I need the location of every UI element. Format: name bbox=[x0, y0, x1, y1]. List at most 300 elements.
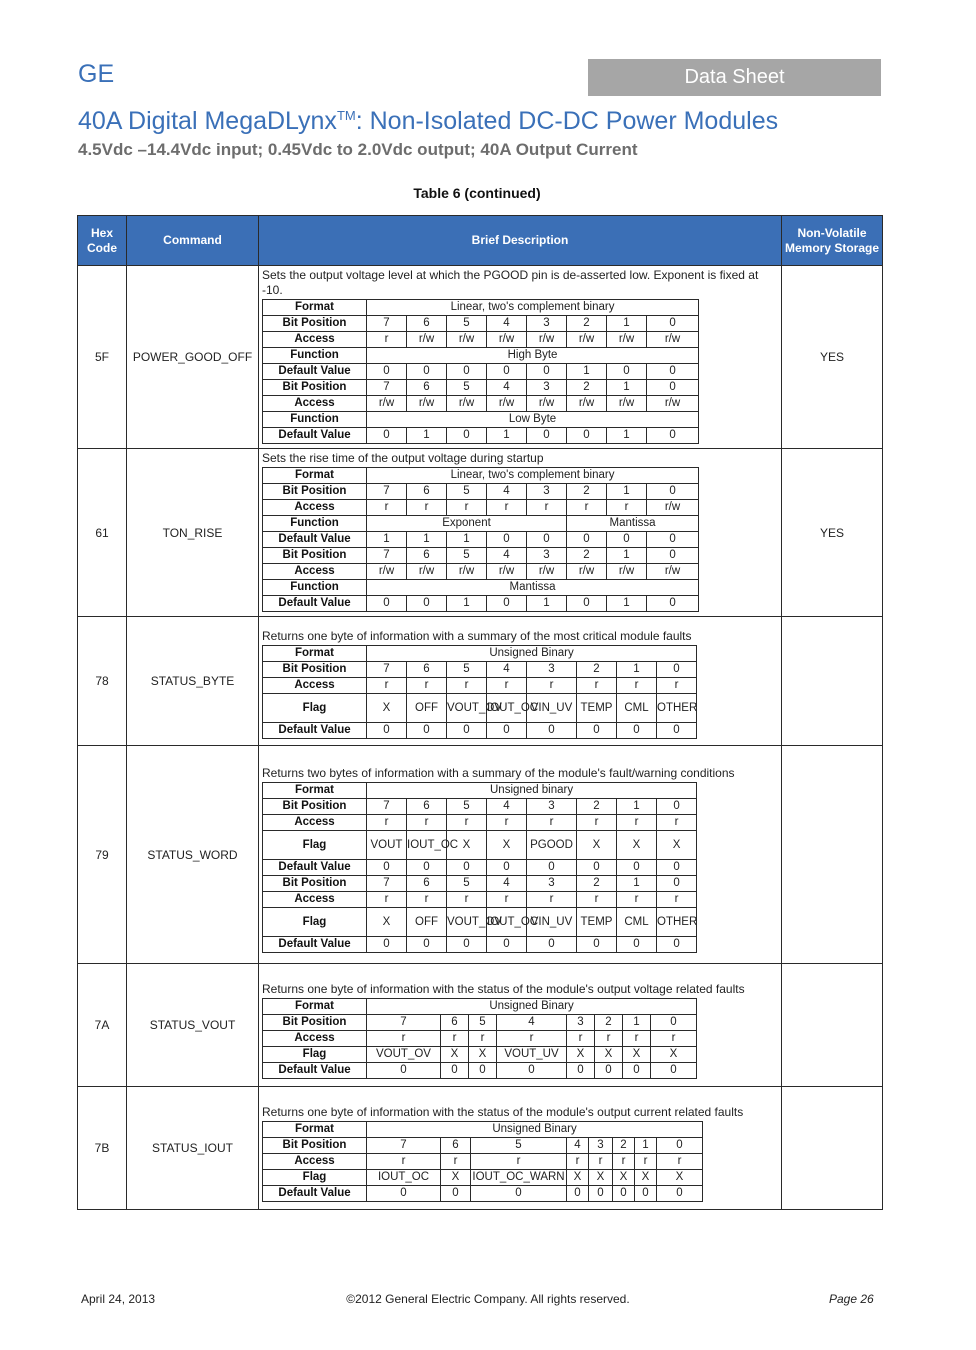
register-bit-cell: 4 bbox=[487, 876, 527, 892]
register-bit-cell: 0 bbox=[407, 937, 447, 953]
register-bit-cell: Unsigned Binary bbox=[367, 998, 697, 1014]
register-bit-cell: 0 bbox=[589, 1185, 613, 1201]
register-bit-cell: High Byte bbox=[367, 348, 699, 364]
register-field-label: Default Value bbox=[263, 364, 367, 380]
register-row bbox=[263, 1121, 703, 1137]
register-row bbox=[263, 1153, 703, 1169]
register-bit-cell: 0 bbox=[407, 860, 447, 876]
register-bit-cell: X bbox=[441, 1046, 469, 1062]
register-bit-cell: X bbox=[447, 831, 487, 860]
register-bit-cell: 0 bbox=[657, 1137, 703, 1153]
description-text: Sets the rise time of the output voltage during startup bbox=[262, 451, 544, 465]
register-bit-cell: 7 bbox=[367, 799, 407, 815]
register-bit-table bbox=[262, 299, 699, 444]
register-bit-cell: X bbox=[577, 831, 617, 860]
register-field-label: Function bbox=[263, 580, 367, 596]
register-field-label: Flag bbox=[263, 1046, 367, 1062]
register-bit-table bbox=[262, 645, 697, 739]
register-bit-cell: 1 bbox=[447, 532, 487, 548]
register-bit-cell: 0 bbox=[647, 484, 699, 500]
register-field-label: Format bbox=[263, 783, 367, 799]
register-bit-cell: r bbox=[441, 1153, 471, 1169]
register-bit-cell: r bbox=[367, 892, 407, 908]
register-bit-cell: 7 bbox=[367, 380, 407, 396]
non-volatile-cell bbox=[782, 964, 883, 1087]
register-bit-cell: 1 bbox=[607, 548, 647, 564]
register-bit-cell: 0 bbox=[623, 1062, 651, 1078]
register-bit-cell: 0 bbox=[487, 532, 527, 548]
description-cell bbox=[259, 1087, 782, 1210]
description-text: Returns one byte of information with a summary of the most critical module faults bbox=[262, 629, 692, 643]
non-volatile-cell bbox=[782, 617, 883, 746]
register-bit-cell: X bbox=[623, 1046, 651, 1062]
register-field-label: Default Value bbox=[263, 937, 367, 953]
register-field-label: Bit Position bbox=[263, 1137, 367, 1153]
register-bit-cell: r bbox=[447, 500, 487, 516]
register-field-label: Function bbox=[263, 348, 367, 364]
register-row bbox=[263, 484, 699, 500]
register-bit-cell: r/w bbox=[527, 396, 567, 412]
register-bit-cell: IOUT_OC bbox=[407, 831, 447, 860]
register-bit-cell: X bbox=[441, 1169, 471, 1185]
description-cell bbox=[259, 964, 782, 1087]
register-row bbox=[263, 596, 699, 612]
register-bit-cell: 3 bbox=[527, 548, 567, 564]
register-bit-cell: 0 bbox=[617, 860, 657, 876]
register-field-label: Bit Position bbox=[263, 548, 367, 564]
register-bit-cell: r/w bbox=[647, 564, 699, 580]
register-bit-cell: 0 bbox=[487, 860, 527, 876]
register-bit-cell: VIN_UV bbox=[527, 694, 577, 723]
register-bit-cell: r/w bbox=[527, 564, 567, 580]
register-row bbox=[263, 300, 699, 316]
non-volatile-cell: YES bbox=[782, 266, 883, 449]
register-bit-cell: 0 bbox=[527, 428, 567, 444]
footer-date: April 24, 2013 bbox=[81, 1292, 156, 1306]
register-bit-cell: 2 bbox=[577, 876, 617, 892]
register-bit-cell: OTHER bbox=[657, 694, 697, 723]
register-bit-cell: X bbox=[651, 1046, 697, 1062]
register-row bbox=[263, 876, 697, 892]
register-bit-cell: Linear, two's complement binary bbox=[367, 468, 699, 484]
register-bit-cell: r/w bbox=[447, 332, 487, 348]
register-bit-cell: 3 bbox=[527, 876, 577, 892]
register-bit-cell: X bbox=[617, 831, 657, 860]
register-bit-cell: r bbox=[447, 892, 487, 908]
register-bit-cell: r/w bbox=[367, 396, 407, 412]
register-bit-cell: r/w bbox=[487, 564, 527, 580]
register-bit-cell: 0 bbox=[635, 1185, 657, 1201]
register-field-label: Flag bbox=[263, 831, 367, 860]
register-bit-cell: r bbox=[367, 1153, 441, 1169]
register-bit-cell: IOUT_OC_WARN bbox=[471, 1169, 567, 1185]
register-bit-cell: r bbox=[527, 678, 577, 694]
register-field-label: Bit Position bbox=[263, 1014, 367, 1030]
register-bit-cell: r bbox=[651, 1030, 697, 1046]
register-bit-cell: 0 bbox=[657, 937, 697, 953]
register-field-label: Format bbox=[263, 300, 367, 316]
register-bit-cell: OFF bbox=[407, 908, 447, 937]
register-bit-cell: 4 bbox=[487, 380, 527, 396]
register-bit-cell: 2 bbox=[567, 316, 607, 332]
register-bit-cell: 0 bbox=[527, 532, 567, 548]
register-bit-cell: r bbox=[623, 1030, 651, 1046]
register-bit-cell: 4 bbox=[487, 316, 527, 332]
register-bit-cell: 1 bbox=[447, 596, 487, 612]
register-bit-cell: 0 bbox=[647, 596, 699, 612]
register-row bbox=[263, 799, 697, 815]
register-bit-cell: r/w bbox=[407, 564, 447, 580]
register-bit-cell: 0 bbox=[651, 1014, 697, 1030]
register-bit-cell: 1 bbox=[607, 316, 647, 332]
register-bit-cell: r bbox=[407, 500, 447, 516]
hex-code-cell: 7B bbox=[78, 1087, 127, 1210]
register-bit-cell: r bbox=[367, 815, 407, 831]
register-bit-cell: Exponent bbox=[367, 516, 567, 532]
register-row bbox=[263, 396, 699, 412]
register-bit-cell: 6 bbox=[407, 662, 447, 678]
register-bit-cell: 5 bbox=[447, 380, 487, 396]
register-bit-cell: 6 bbox=[407, 484, 447, 500]
register-bit-cell: VOUT_UV bbox=[497, 1046, 567, 1062]
command-cell: STATUS_BYTE bbox=[127, 617, 259, 746]
register-bit-cell: r/w bbox=[407, 396, 447, 412]
register-bit-cell: 1 bbox=[407, 532, 447, 548]
register-bit-cell: X bbox=[367, 908, 407, 937]
register-bit-cell: 2 bbox=[567, 484, 607, 500]
non-volatile-cell bbox=[782, 746, 883, 964]
register-bit-cell: 0 bbox=[567, 1062, 595, 1078]
register-field-label: Access bbox=[263, 1030, 367, 1046]
register-row bbox=[263, 678, 697, 694]
register-bit-cell: VIN_UV bbox=[527, 908, 577, 937]
register-row bbox=[263, 892, 697, 908]
register-bit-cell: TEMP bbox=[577, 908, 617, 937]
hex-code-cell: 61 bbox=[78, 449, 127, 617]
register-bit-cell: 0 bbox=[577, 860, 617, 876]
register-field-label: Default Value bbox=[263, 723, 367, 739]
register-bit-cell: r/w bbox=[647, 396, 699, 412]
register-bit-cell: IOUT_OC bbox=[487, 908, 527, 937]
register-bit-cell: r bbox=[367, 500, 407, 516]
register-row bbox=[263, 364, 699, 380]
register-bit-cell: 6 bbox=[407, 799, 447, 815]
register-bit-cell: r/w bbox=[567, 332, 607, 348]
register-field-label: Bit Position bbox=[263, 876, 367, 892]
register-bit-cell: 1 bbox=[487, 428, 527, 444]
trademark-mark: TM bbox=[336, 108, 356, 123]
register-bit-cell: X bbox=[635, 1169, 657, 1185]
register-bit-cell: 0 bbox=[471, 1185, 567, 1201]
description-text: Returns two bytes of information with a summary of the module's fault/warning conditions bbox=[262, 766, 735, 780]
register-bit-cell: 0 bbox=[647, 364, 699, 380]
register-bit-cell: 0 bbox=[447, 723, 487, 739]
description-text: Sets the output voltage level at which the PGOOD pin is de-asserted low. Exponent is fixed at -10. bbox=[262, 268, 759, 297]
register-field-label: Access bbox=[263, 500, 367, 516]
register-row bbox=[263, 548, 699, 564]
register-row bbox=[263, 998, 697, 1014]
register-bit-cell: 7 bbox=[367, 1137, 441, 1153]
register-row bbox=[263, 348, 699, 364]
register-bit-cell: VOUT_OV bbox=[447, 908, 487, 937]
table-row bbox=[78, 746, 883, 964]
register-field-label: Default Value bbox=[263, 860, 367, 876]
register-field-label: Default Value bbox=[263, 596, 367, 612]
register-field-label: Format bbox=[263, 1121, 367, 1137]
register-bit-cell: 0 bbox=[447, 364, 487, 380]
register-row bbox=[263, 908, 697, 937]
data-sheet-banner: Data Sheet bbox=[588, 59, 881, 96]
register-row bbox=[263, 332, 699, 348]
register-bit-cell: r bbox=[471, 1153, 567, 1169]
register-bit-cell: 0 bbox=[647, 316, 699, 332]
register-row bbox=[263, 646, 697, 662]
register-row bbox=[263, 316, 699, 332]
header-command: Command bbox=[127, 216, 259, 266]
register-bit-cell: 0 bbox=[367, 1185, 441, 1201]
register-bit-cell: CML bbox=[617, 694, 657, 723]
register-bit-cell: 6 bbox=[407, 380, 447, 396]
command-cell: STATUS_WORD bbox=[127, 746, 259, 964]
register-bit-cell: r bbox=[617, 815, 657, 831]
register-row bbox=[263, 937, 697, 953]
register-field-label: Function bbox=[263, 412, 367, 428]
register-bit-cell: r bbox=[577, 892, 617, 908]
register-bit-cell: IOUT_OC bbox=[367, 1169, 441, 1185]
register-bit-cell: r bbox=[657, 678, 697, 694]
register-bit-cell: Linear, two's complement binary bbox=[367, 300, 699, 316]
register-bit-cell: X bbox=[469, 1046, 497, 1062]
register-bit-cell: 1 bbox=[607, 484, 647, 500]
register-bit-cell: 0 bbox=[487, 937, 527, 953]
table-header-row bbox=[78, 216, 883, 266]
register-bit-cell: 0 bbox=[367, 860, 407, 876]
register-row bbox=[263, 1046, 697, 1062]
register-bit-cell: r/w bbox=[447, 396, 487, 412]
register-field-label: Access bbox=[263, 815, 367, 831]
register-row bbox=[263, 532, 699, 548]
register-bit-cell: Unsigned Binary bbox=[367, 1121, 703, 1137]
register-row bbox=[263, 412, 699, 428]
register-bit-cell: 0 bbox=[441, 1185, 471, 1201]
register-field-label: Format bbox=[263, 998, 367, 1014]
register-bit-cell: Low Byte bbox=[367, 412, 699, 428]
register-bit-cell: 1 bbox=[617, 876, 657, 892]
register-bit-cell: 0 bbox=[657, 876, 697, 892]
register-field-label: Bit Position bbox=[263, 662, 367, 678]
footer-page-number: Page 26 bbox=[829, 1292, 874, 1306]
register-bit-cell: 3 bbox=[527, 799, 577, 815]
register-row bbox=[263, 662, 697, 678]
register-bit-cell: r/w bbox=[647, 500, 699, 516]
register-bit-cell: PGOOD bbox=[527, 831, 577, 860]
register-bit-cell: r bbox=[657, 1153, 703, 1169]
register-field-label: Flag bbox=[263, 694, 367, 723]
register-bit-cell: 3 bbox=[567, 1014, 595, 1030]
register-field-label: Function bbox=[263, 516, 367, 532]
register-bit-cell: r/w bbox=[607, 332, 647, 348]
hex-code-cell: 5F bbox=[78, 266, 127, 449]
register-bit-cell: IOUT_OC bbox=[487, 694, 527, 723]
hex-code-cell: 78 bbox=[78, 617, 127, 746]
register-bit-cell: 4 bbox=[487, 662, 527, 678]
table-row bbox=[78, 617, 883, 746]
register-bit-cell: r bbox=[487, 815, 527, 831]
description-cell bbox=[259, 449, 782, 617]
register-bit-cell: r bbox=[487, 500, 527, 516]
register-bit-cell: X bbox=[595, 1046, 623, 1062]
register-row bbox=[263, 860, 697, 876]
table-row bbox=[78, 1087, 883, 1210]
register-bit-cell: 7 bbox=[367, 662, 407, 678]
register-bit-cell: 0 bbox=[407, 723, 447, 739]
register-field-label: Access bbox=[263, 332, 367, 348]
register-bit-cell: 5 bbox=[447, 799, 487, 815]
register-bit-cell: 0 bbox=[367, 1062, 441, 1078]
register-bit-cell: r bbox=[595, 1030, 623, 1046]
register-bit-cell: r bbox=[527, 815, 577, 831]
register-field-label: Format bbox=[263, 646, 367, 662]
register-bit-cell: r bbox=[367, 332, 407, 348]
register-bit-table bbox=[262, 467, 699, 612]
register-bit-cell: 0 bbox=[577, 723, 617, 739]
register-bit-cell: r bbox=[367, 1030, 441, 1046]
register-bit-cell: r bbox=[487, 892, 527, 908]
register-bit-cell: 0 bbox=[447, 428, 487, 444]
register-bit-cell: r bbox=[657, 892, 697, 908]
header-brief-description: Brief Description bbox=[259, 216, 782, 266]
register-bit-cell: 0 bbox=[487, 596, 527, 612]
title-rest: : Non-Isolated DC-DC Power Modules bbox=[355, 107, 779, 135]
register-bit-cell: r/w bbox=[527, 332, 567, 348]
register-bit-cell: r bbox=[527, 500, 567, 516]
page-subtitle: 4.5Vdc –14.4Vdc input; 0.45Vdc to 2.0Vdc output; 40A Output Current bbox=[78, 140, 638, 159]
register-row bbox=[263, 831, 697, 860]
register-field-label: Bit Position bbox=[263, 484, 367, 500]
register-bit-cell: r bbox=[617, 678, 657, 694]
register-bit-cell: r/w bbox=[407, 332, 447, 348]
register-bit-cell: 6 bbox=[441, 1014, 469, 1030]
register-bit-cell: 0 bbox=[657, 723, 697, 739]
register-bit-cell: 1 bbox=[623, 1014, 651, 1030]
register-bit-cell: X bbox=[657, 831, 697, 860]
register-bit-cell: r bbox=[447, 815, 487, 831]
register-bit-cell: 0 bbox=[567, 428, 607, 444]
register-bit-cell: r/w bbox=[607, 396, 647, 412]
register-bit-cell: r bbox=[567, 500, 607, 516]
register-bit-cell: r/w bbox=[607, 564, 647, 580]
register-bit-cell: X bbox=[487, 831, 527, 860]
register-row bbox=[263, 468, 699, 484]
description-cell bbox=[259, 746, 782, 964]
description-text: Returns one byte of information with the status of the module's output current related faults bbox=[262, 1104, 744, 1119]
register-field-label: Access bbox=[263, 678, 367, 694]
register-bit-cell: 5 bbox=[447, 662, 487, 678]
register-bit-cell: 3 bbox=[527, 484, 567, 500]
register-bit-cell: VOUT_OV bbox=[367, 1046, 441, 1062]
register-bit-cell: Unsigned binary bbox=[367, 783, 697, 799]
register-bit-cell: 4 bbox=[487, 799, 527, 815]
command-cell: STATUS_IOUT bbox=[127, 1087, 259, 1210]
register-bit-cell: 0 bbox=[595, 1062, 623, 1078]
register-bit-cell: 0 bbox=[487, 723, 527, 739]
register-bit-cell: TEMP bbox=[577, 694, 617, 723]
hex-code-cell: 79 bbox=[78, 746, 127, 964]
register-bit-cell: 1 bbox=[367, 532, 407, 548]
register-bit-cell: 5 bbox=[471, 1137, 567, 1153]
register-bit-cell: OFF bbox=[407, 694, 447, 723]
register-bit-cell: 0 bbox=[527, 860, 577, 876]
table-caption: Table 6 (continued) bbox=[413, 185, 541, 201]
command-cell: TON_RISE bbox=[127, 449, 259, 617]
register-bit-cell: 1 bbox=[407, 428, 447, 444]
register-row bbox=[263, 564, 699, 580]
register-bit-cell: 3 bbox=[527, 380, 567, 396]
register-bit-cell: VOUT_OV bbox=[447, 694, 487, 723]
register-bit-cell: r bbox=[635, 1153, 657, 1169]
register-bit-cell: 2 bbox=[567, 548, 607, 564]
register-bit-cell: 0 bbox=[567, 532, 607, 548]
register-bit-cell: CML bbox=[617, 908, 657, 937]
register-field-label: Access bbox=[263, 892, 367, 908]
register-bit-cell: 1 bbox=[617, 799, 657, 815]
register-bit-cell: r bbox=[617, 892, 657, 908]
register-field-label: Format bbox=[263, 468, 367, 484]
register-row bbox=[263, 815, 697, 831]
register-bit-cell: 6 bbox=[407, 876, 447, 892]
register-bit-cell: r/w bbox=[567, 396, 607, 412]
register-bit-cell: 0 bbox=[607, 532, 647, 548]
register-bit-cell: r bbox=[407, 815, 447, 831]
register-bit-cell: 3 bbox=[527, 662, 577, 678]
non-volatile-cell bbox=[782, 1087, 883, 1210]
register-bit-cell: r/w bbox=[567, 564, 607, 580]
register-bit-cell: 2 bbox=[577, 662, 617, 678]
register-bit-cell: 1 bbox=[567, 364, 607, 380]
register-bit-cell: 1 bbox=[527, 596, 567, 612]
register-bit-cell: 0 bbox=[527, 364, 567, 380]
register-row bbox=[263, 1030, 697, 1046]
register-bit-cell: 5 bbox=[447, 876, 487, 892]
register-field-label: Access bbox=[263, 564, 367, 580]
command-cell: STATUS_VOUT bbox=[127, 964, 259, 1087]
register-bit-cell: 6 bbox=[407, 316, 447, 332]
register-bit-cell: X bbox=[613, 1169, 635, 1185]
register-row bbox=[263, 1137, 703, 1153]
register-bit-cell: 0 bbox=[447, 937, 487, 953]
register-bit-cell: 4 bbox=[497, 1014, 567, 1030]
register-bit-cell: 0 bbox=[647, 428, 699, 444]
register-field-label: Default Value bbox=[263, 1062, 367, 1078]
register-field-label: Bit Position bbox=[263, 316, 367, 332]
page-title bbox=[78, 107, 778, 136]
register-bit-cell: 1 bbox=[635, 1137, 657, 1153]
register-bit-cell: X bbox=[657, 1169, 703, 1185]
register-bit-cell: r/w bbox=[487, 332, 527, 348]
register-bit-cell: 4 bbox=[487, 484, 527, 500]
table-row bbox=[78, 964, 883, 1087]
register-bit-cell: 5 bbox=[447, 484, 487, 500]
register-bit-cell: 3 bbox=[527, 316, 567, 332]
register-bit-cell: r bbox=[441, 1030, 469, 1046]
register-bit-cell: X bbox=[567, 1169, 589, 1185]
register-bit-cell: r/w bbox=[487, 396, 527, 412]
register-bit-cell: 2 bbox=[577, 799, 617, 815]
register-bit-cell: r bbox=[367, 678, 407, 694]
register-row bbox=[263, 380, 699, 396]
register-bit-cell: 0 bbox=[651, 1062, 697, 1078]
register-bit-cell: VOUT bbox=[367, 831, 407, 860]
